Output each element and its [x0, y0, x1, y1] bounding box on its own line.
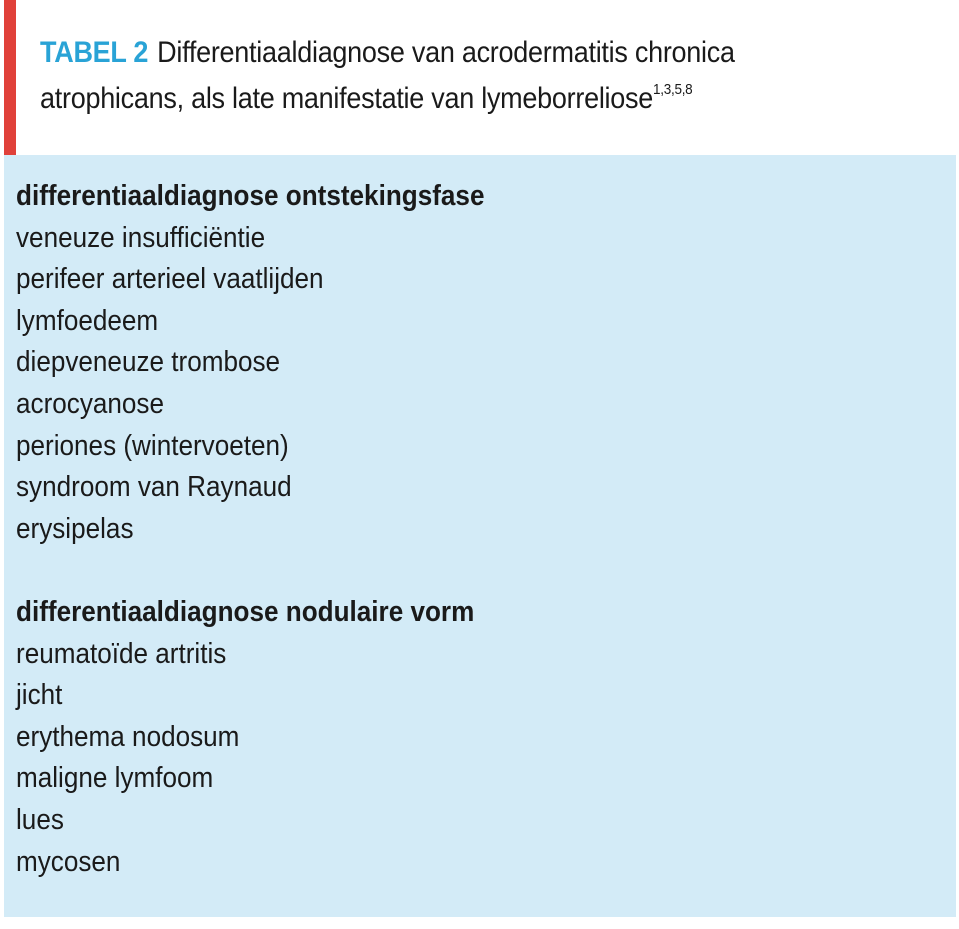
- table-body: [4, 155, 956, 917]
- list-item: veneuze insufficiëntie: [16, 221, 266, 254]
- caption-title-line-2: atrophicans, als late manifestatie van lymeborreliose: [40, 82, 654, 115]
- list-item: acrocyanose: [16, 387, 164, 420]
- section-heading-nodular: differentiaaldiagnose nodulaire vorm: [16, 595, 475, 628]
- section-spacer: [16, 550, 484, 592]
- list-item: erysipelas: [16, 512, 134, 545]
- section-heading-inflammatory: differentiaaldiagnose ontstekingsfase: [16, 180, 485, 212]
- reference-superscript: 1,3,5,8: [653, 81, 693, 98]
- list-item: perifeer arterieel vaatlijden: [16, 263, 324, 296]
- caption-line-1: [40, 30, 850, 76]
- table-caption: [40, 30, 850, 122]
- list-item: jicht: [16, 679, 63, 712]
- list-item: diepveneuze trombose: [16, 346, 281, 379]
- table-label: TABEL 2: [40, 36, 149, 69]
- list-item: reumatoïde artritis: [16, 637, 227, 670]
- list-item: erythema nodosum: [16, 720, 240, 753]
- accent-bar: [4, 0, 16, 155]
- caption-title-line-1: Differentiaaldiagnose van acrodermatitis chronica: [157, 36, 735, 69]
- table-content: [16, 176, 484, 883]
- list-item: lymfoedeem: [16, 304, 159, 337]
- caption-line-2: [40, 76, 850, 122]
- list-item: periones (wintervoeten): [16, 429, 289, 462]
- list-item: mycosen: [16, 845, 121, 878]
- list-item: lues: [16, 803, 64, 836]
- list-item: syndroom van Raynaud: [16, 471, 292, 504]
- list-item: maligne lymfoom: [16, 762, 214, 795]
